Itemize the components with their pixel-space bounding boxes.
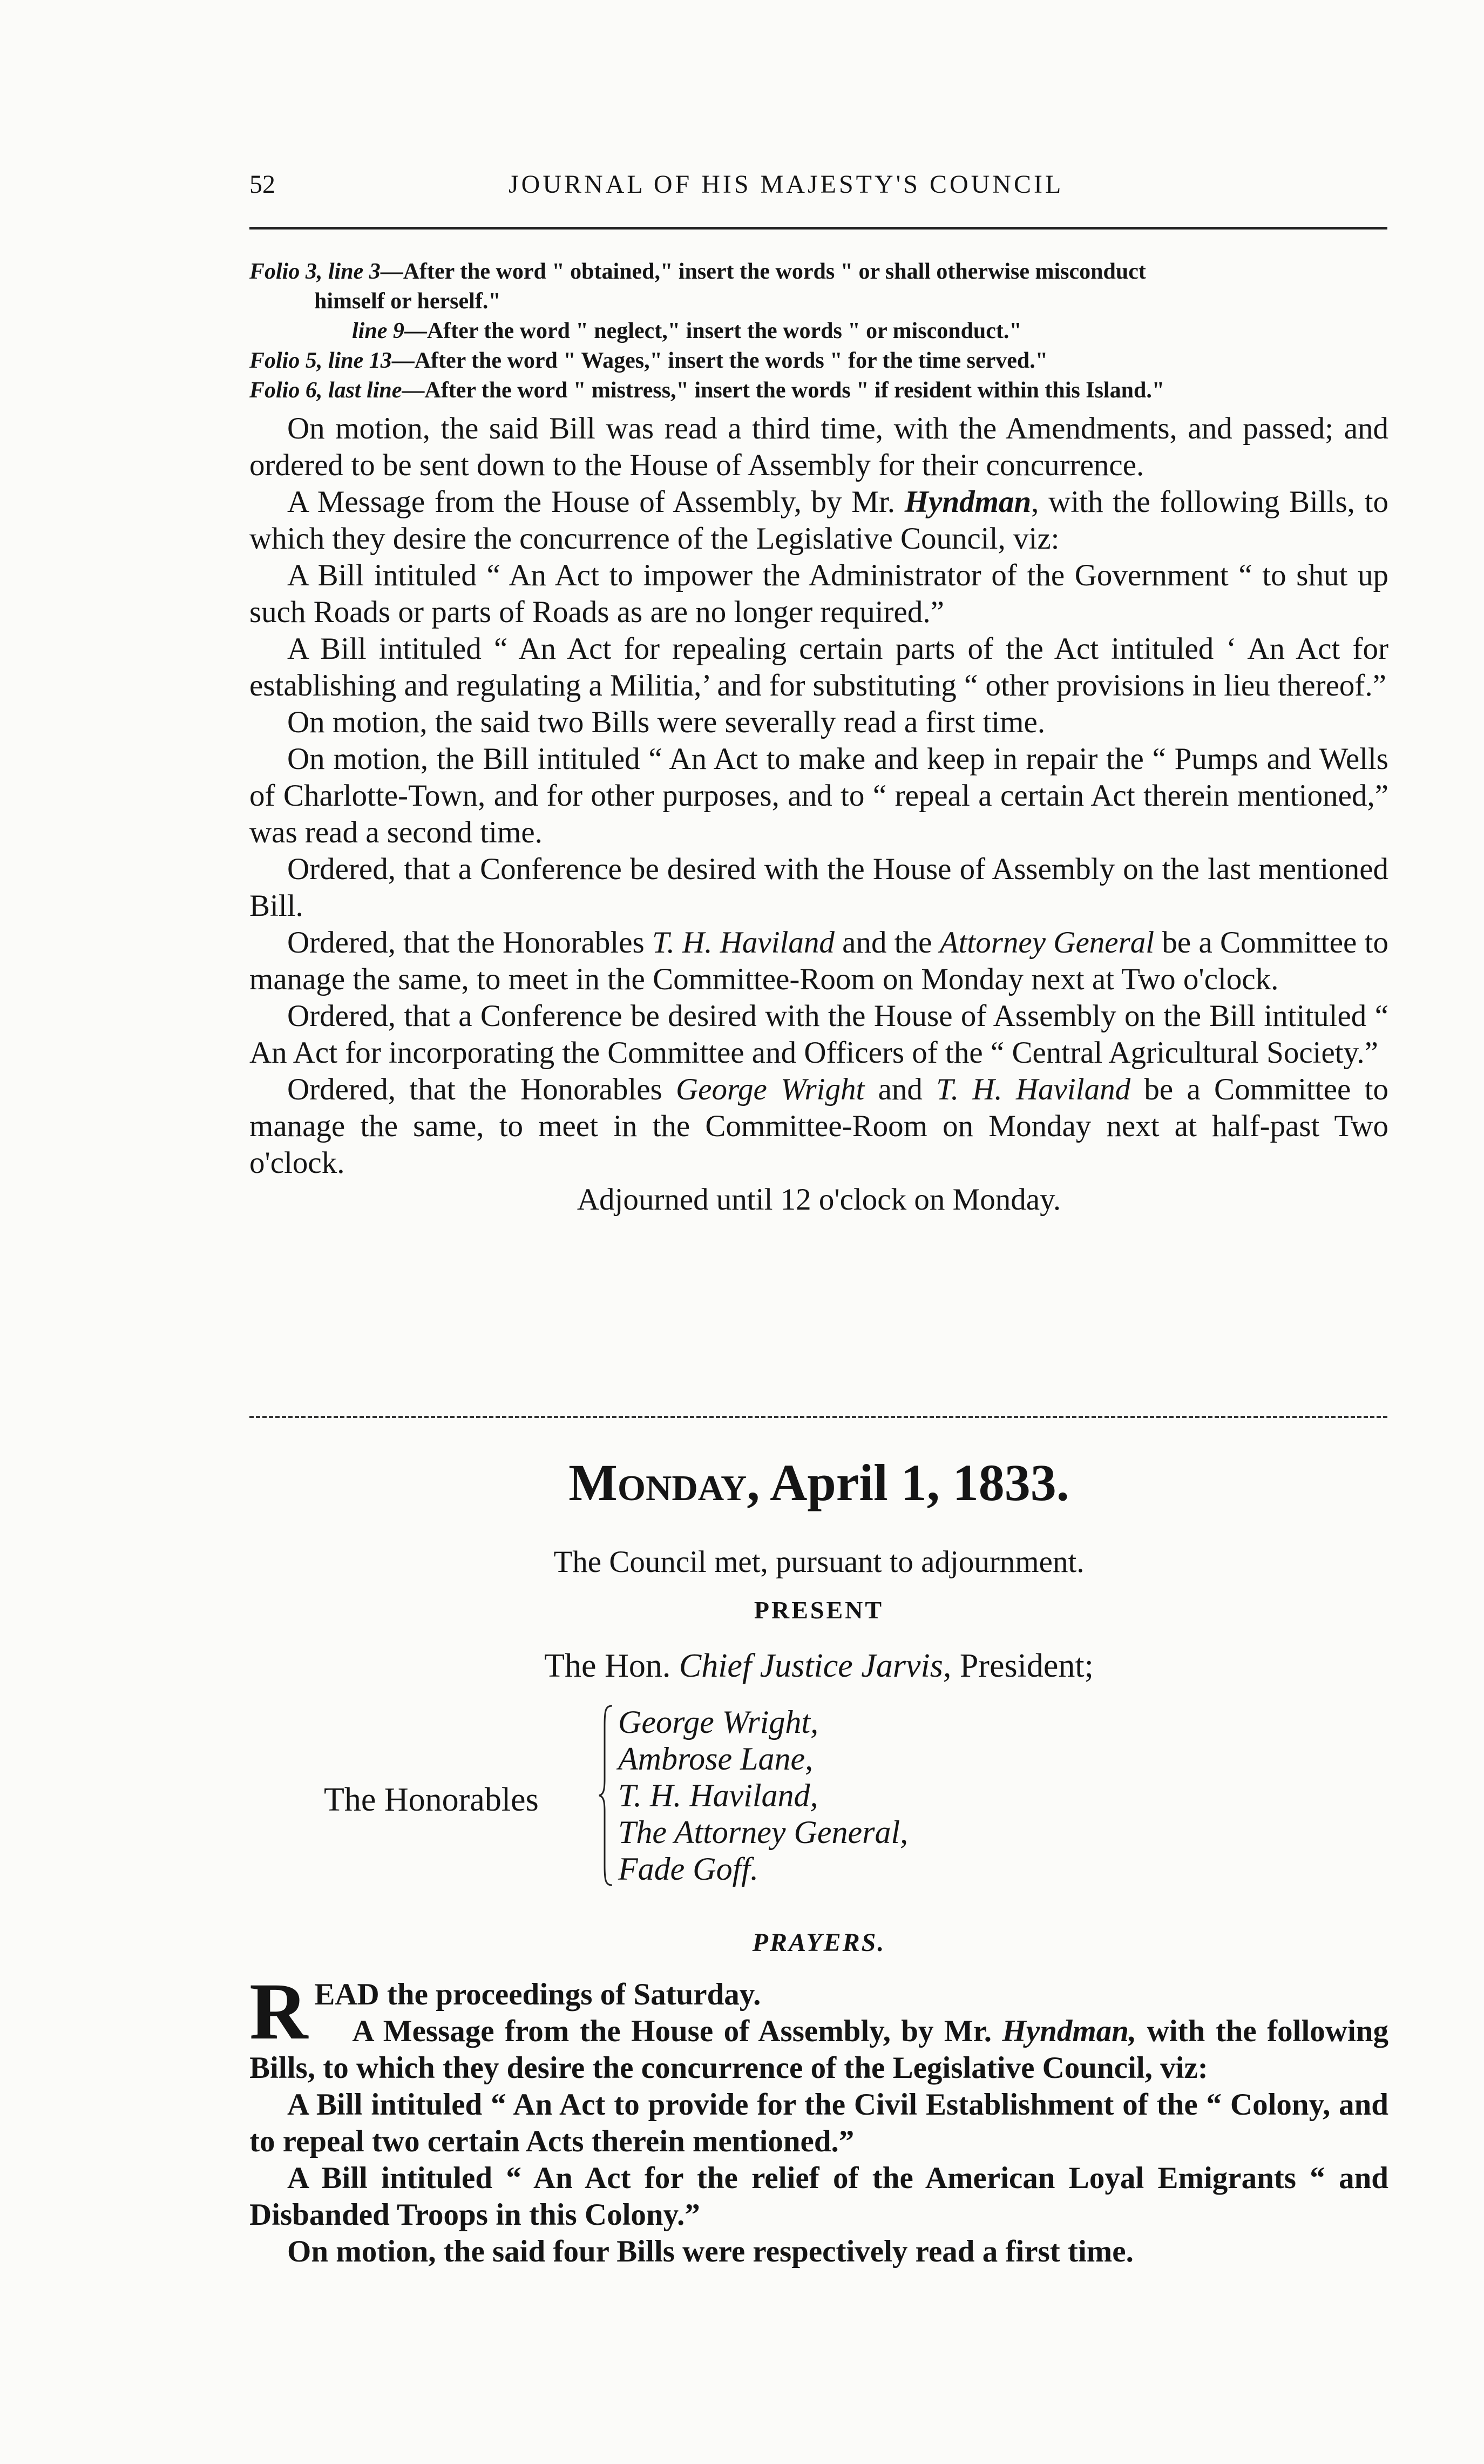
member-name: Ambrose Lane, — [618, 1741, 814, 1777]
paragraph: On motion, the said Bill was read a third time, with the Amendments, and passed; and ordered to be sent down to the House of Assembly for their concurrence. — [249, 411, 1388, 482]
amendment-text: —After the word " obtained," insert the words " or shall otherwise misconduct — [380, 259, 1146, 284]
running-title: JOURNAL OF HIS MAJESTY'S COUNCIL — [509, 170, 1064, 199]
sitting-date-heading — [249, 1453, 1388, 1513]
sitting-date: April 1, 1833. — [770, 1454, 1069, 1511]
amendment-text: himself or herself." — [314, 289, 501, 314]
amendment-reference: line 9 — [352, 319, 404, 343]
paragraph: On motion, the said four Bills were respectively read a first time. — [287, 2235, 1134, 2269]
first-paragraph-text: EAD the proceedings of Saturday. — [314, 1977, 761, 2011]
paragraph: A Bill intituled “ An Act to provide for the Civil Establishment of the “ Colony, and to repeal two certain Acts therein mentioned.” — [249, 2088, 1388, 2158]
paragraph: Ordered, that the Honorables George Wright and T. H. Haviland be a Committee to manage the same, to meet in the Committee-Room on Monday next at half-past Two o'clock. — [249, 1072, 1388, 1180]
amendment-line — [249, 376, 1388, 406]
president-title: President; — [959, 1648, 1094, 1684]
paragraph: Ordered, that the Honorables T. H. Haviland and the Attorney General be a Committee to manage the same, to meet in the Committee-Room on Monday next at Two o'clock. — [249, 926, 1388, 996]
page-number: 52 — [249, 170, 275, 199]
proceedings-section-2 — [249, 1967, 1388, 2270]
paragraph: Ordered, that a Conference be desired with the House of Assembly on the last mentioned Bill. — [249, 852, 1388, 923]
amendment-text: —After the word " mistress," insert the words " if resident within this Island." — [402, 378, 1165, 403]
amendment-line — [249, 316, 1388, 346]
header-rule — [249, 227, 1387, 229]
amendments-list — [249, 257, 1388, 406]
paragraph: Ordered, that a Conference be desired with the House of Assembly on the Bill intituled “ An Act for incorporating the Committee and Officers of the “ Central Agricultural Society.” — [249, 999, 1388, 1070]
member-name: The Attorney General, — [618, 1814, 909, 1850]
amendment-reference: Folio 6, last line — [249, 378, 402, 403]
paragraph: On motion, the Bill intituled “ An Act to make and keep in repair the “ Pumps and Wells of Charlotte-Town, and for other purposes, and to “ repeal a certain Act therein mentioned,” was read a second time. — [249, 742, 1388, 849]
curly-brace-icon — [598, 1704, 614, 1887]
prayers-heading: PRAYERS. — [752, 1928, 886, 1957]
member-name: Fade Goff. — [618, 1851, 758, 1887]
present-heading: PRESENT — [754, 1596, 884, 1624]
page-header — [249, 162, 1388, 211]
section-2-paragraphs — [249, 2013, 1388, 2270]
honorables-members-list — [618, 1704, 908, 1887]
president-line — [249, 1647, 1388, 1685]
president-prefix: The Hon. — [544, 1648, 671, 1684]
amendment-reference: Folio 5, line 13 — [249, 348, 392, 373]
paragraph: A Message from the House of Assembly, by Mr. Hyndman, with the following Bills, to which they desire the concurrence of the Legislative Council, viz: — [249, 2014, 1388, 2085]
paragraph: On motion, the said two Bills were severally read a first time. — [287, 705, 1046, 739]
council-met-line: The Council met, pursuant to adjournment. — [553, 1545, 1085, 1579]
amendment-reference: Folio 3, line 3 — [249, 259, 381, 284]
paragraph: Adjourned until 12 o'clock on Monday. — [577, 1183, 1061, 1217]
member-name: George Wright, — [618, 1704, 819, 1740]
amendment-text: —After the word " Wages," insert the words " for the time served." — [391, 348, 1048, 373]
member-name: T. H. Haviland, — [618, 1778, 818, 1813]
amendment-line — [249, 257, 1388, 287]
paragraph: A Bill intituled “ An Act for the relief of the American Loyal Emigrants “ and Disbanded Troops in this Colony.” — [249, 2161, 1388, 2232]
amendment-line — [249, 346, 1388, 376]
paragraph: A Bill intituled “ An Act to impower the Administrator of the Government “ to shut up such Roads or parts of Roads as are no longer required.” — [249, 558, 1388, 629]
section-divider — [249, 1416, 1387, 1418]
president-name: Chief Justice Jarvis, — [679, 1648, 952, 1684]
proceedings-section-1 — [249, 410, 1388, 1218]
paragraph: A Message from the House of Assembly, by Mr. Hyndman, with the following Bills, to which they desire the concurrence of the Legislative Council, viz: — [249, 485, 1388, 556]
amendment-line — [249, 287, 1388, 316]
amendment-text: —After the word " neglect," insert the words " or misconduct." — [404, 319, 1022, 343]
honorables-label: The Honorables — [324, 1781, 539, 1818]
paragraph: A Bill intituled “ An Act for repealing certain parts of the Act intituled ‘ An Act for establishing and regulating a Militia,’ and for substituting “ other provisions in lieu thereof.” — [249, 632, 1388, 703]
sitting-day: Monday, — [568, 1454, 760, 1511]
drop-cap: R — [249, 1967, 308, 2056]
